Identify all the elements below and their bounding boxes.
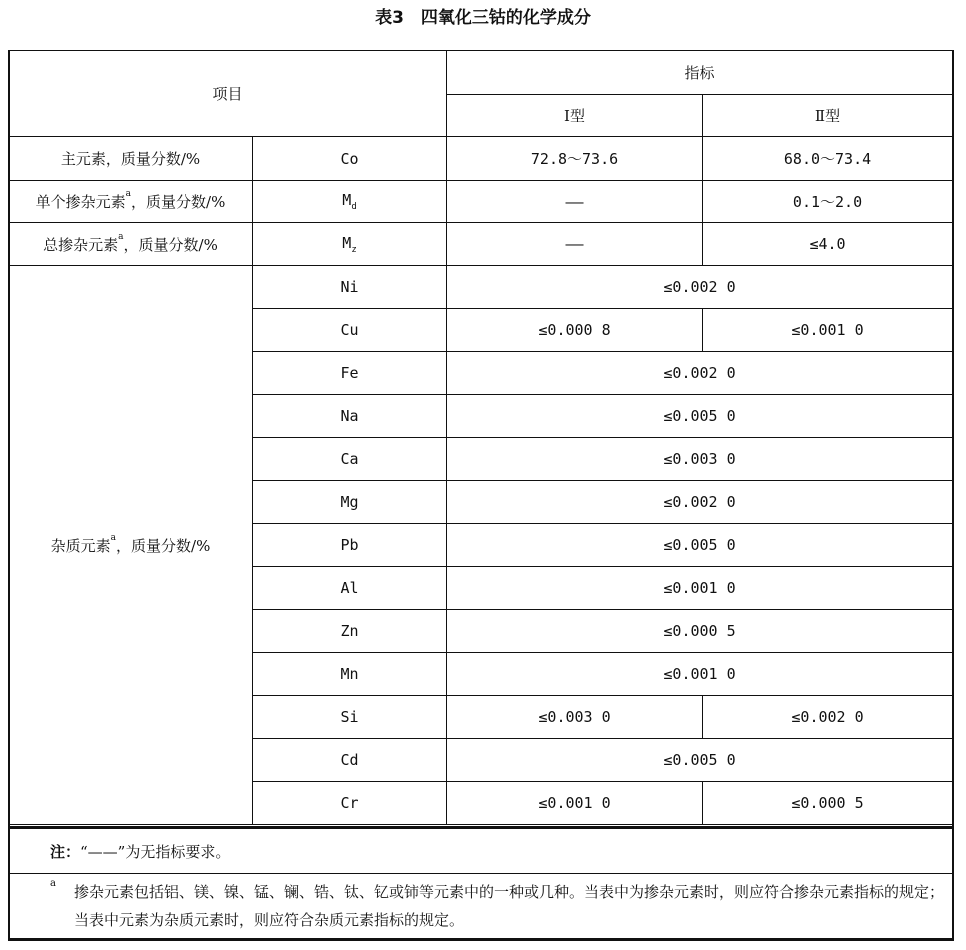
element-symbol: Cu	[253, 309, 447, 352]
footnote-text: 掺杂元素包括铝、镁、镍、锰、镧、锆、钛、钇或铈等元素中的一种或几种。当表中为掺杂元素时，则应符合掺杂元素指标的规定；当表中元素为杂质元素时，则应符合杂质元素指标的规定。	[74, 883, 945, 929]
header-index: 指标	[447, 51, 953, 95]
row-label: 主元素，质量分数/%	[9, 137, 253, 181]
row-label: 单个掺杂元素$^a$，质量分数/%	[9, 181, 253, 223]
value-merged: ≤0.005 0	[447, 395, 953, 438]
footnote-mark: a	[50, 878, 56, 889]
note-text: “——”为无指标要求。	[80, 843, 231, 861]
value-type1: ≤0.003 0	[447, 696, 703, 739]
value-type1: ——	[447, 181, 703, 223]
table-title: 表3 四氧化三钴的化学成分	[375, 8, 591, 28]
value-type1: ≤0.000 8	[447, 309, 703, 352]
value-type2: ≤0.002 0	[703, 696, 953, 739]
element-symbol: Pb	[253, 524, 447, 567]
element-symbol: Fe	[253, 352, 447, 395]
value-merged: ≤0.005 0	[447, 524, 953, 567]
element-symbol: Mg	[253, 481, 447, 524]
value-merged: ≤0.005 0	[447, 739, 953, 782]
row-label: 总掺杂元素$^a$，质量分数/%	[9, 223, 253, 266]
value-merged: ≤0.000 5	[447, 610, 953, 653]
row-label: 杂质元素$^a$，质量分数/%	[9, 266, 253, 825]
value-merged: ≤0.002 0	[447, 352, 953, 395]
element-symbol: Co	[253, 137, 447, 181]
table-row	[9, 137, 953, 181]
value-type1: ≤0.001 0	[447, 782, 703, 825]
chemical-composition-table	[8, 50, 953, 825]
header-type2: Ⅱ型	[703, 95, 953, 137]
element-symbol: $M_z$	[253, 223, 447, 266]
element-symbol: Mn	[253, 653, 447, 696]
value-type2: 0.1～2.0	[703, 181, 953, 223]
note-row	[8, 826, 954, 874]
value-type2: 68.0～73.4	[703, 137, 953, 181]
value-type1: ——	[447, 223, 703, 266]
header-item: 项目	[9, 51, 447, 137]
note-label: 注：“——”为无指标要求。	[50, 843, 231, 861]
element-symbol: Ni	[253, 266, 447, 309]
element-symbol: $M_d$	[253, 181, 447, 223]
element-symbol: Na	[253, 395, 447, 438]
value-type2: ≤0.000 5	[703, 782, 953, 825]
value-type2: ≤4.0	[703, 223, 953, 266]
value-type1: 72.8～73.6	[447, 137, 703, 181]
value-merged: ≤0.003 0	[447, 438, 953, 481]
element-symbol: Si	[253, 696, 447, 739]
footnote-row	[8, 872, 954, 941]
element-symbol: Zn	[253, 610, 447, 653]
element-symbol: Al	[253, 567, 447, 610]
element-symbol: Cd	[253, 739, 447, 782]
table-row	[9, 181, 953, 223]
table-row	[9, 223, 953, 266]
header-type1: Ⅰ型	[447, 95, 703, 137]
element-symbol: Ca	[253, 438, 447, 481]
value-type2: ≤0.001 0	[703, 309, 953, 352]
value-merged: ≤0.001 0	[447, 653, 953, 696]
value-merged: ≤0.001 0	[447, 567, 953, 610]
value-merged: ≤0.002 0	[447, 481, 953, 524]
element-symbol: Cr	[253, 782, 447, 825]
table-row	[9, 266, 953, 309]
value-merged: ≤0.002 0	[447, 266, 953, 309]
